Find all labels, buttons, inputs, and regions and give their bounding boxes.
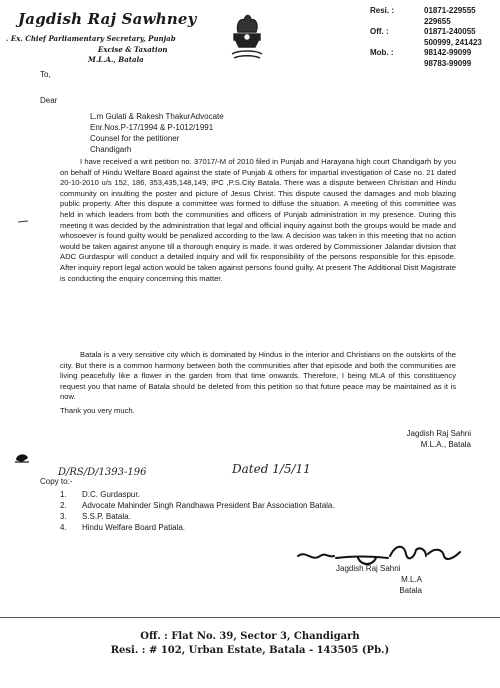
phone-row [370,6,494,17]
phone-number: 500999, 241423 [424,37,482,47]
phone-label: Off. : [370,27,389,36]
closing-place: Batala [399,586,422,595]
phone-row [370,59,494,70]
margin-dash-mark [18,219,28,225]
handwritten-reference-text: D/RS/D/1393-196 [58,467,147,478]
addressee-line: L.m Gulati & Rakesh ThakurAdvocate [90,112,224,121]
letterhead-phones [370,6,494,69]
list-text: D.C. Gurdaspur. [82,490,140,499]
phone-number: 98142-99099 [424,48,472,57]
footer-office: Off. : Flat No. 39, Sector 3, Chandigarh [140,631,360,642]
list-item [60,511,335,522]
handwritten-date [230,458,320,480]
designation-line: Excise & Taxation [98,44,168,54]
footer-residence: Resi. : # 102, Urban Estate, Batala - 143505 (Pb.) [110,645,390,656]
list-text: Hindu Welfare Board Patiala. [82,523,186,532]
phone-number: 229655 [424,16,451,26]
phone-row [370,38,494,49]
phone-label: Resi. : [370,6,395,15]
phone-label [370,59,424,70]
body-paragraph: I have received a writ petition no. 37017/-M of 2010 filed in Punjab and Harayana high court Chandigarh by you on behalf of Hindu Welfare Board against the state of Punjab & others for impartial investigation of Case no. 21 dated 20-10-2010 u/s 152, 186, 353,435,148,149, IPC ,P.S.City Batala. There was a dispute between Christian and Hindu community on insulting the poster and picture of Jesus Christ. This dispute caused the damages and mob blazing public property. After this dispute a committee was formed to diffuse the situation. A meeting of this committee was held in which leaders from both the communities and officers of Punjab administration in my presence. During this meeting it was decided by the administration that legal and official inquiry against both the groups would be made and whosoever is found guilty would be penalized according to the law. A decision was taken in this meeting that no action would be taken against anyone till a thorough enquiry is made. it was ordered by Commissioner Jalandar division that ADC Gurdaspur will conduct a detailed inquiry and will fix responsibility of the persons responsible for this episode. After inquiry report legal action would be taken against persons found guilty. At present The Additional Distt Magistrate is conducting the enquiry concerning this matter. [60,157,456,283]
signoff-title: M.L.A., Batala [420,440,471,449]
letterhead-name: Jagdish Raj Sawhney [18,10,197,28]
phone-row [370,48,494,59]
salutation: Dear [40,96,58,105]
list-text: S.S.P. Batala. [82,512,131,521]
list-number: 3. [60,512,67,521]
addressee-line: Counsel for the petitioner [90,134,180,143]
list-item [60,489,335,500]
list-item [60,500,335,511]
thanks-line: Thank you very much. [60,406,135,415]
letterhead-designation [6,34,216,66]
designation-line: M.L.A., Batala [88,55,144,64]
closing-block [336,563,446,596]
phone-label [370,17,424,28]
list-text: Advocate Mahinder Singh Randhawa President Bar Association Batala. [82,501,335,510]
list-item [60,522,335,533]
footer-address [0,630,500,658]
phone-row [370,17,494,28]
phone-label [370,38,424,49]
signoff-name: Jagdish Raj Sahni [406,429,471,438]
signoff-block [363,428,471,450]
closing-name: Jagdish Raj Sahni [336,564,401,573]
addressee-line: Chandigarh [90,145,132,154]
copy-to-list [60,489,335,533]
addressee-block [90,111,224,155]
national-emblem-icon [224,10,270,62]
addressee-line: Enr.Nos.P-17/1994 & P-1012/1991 [90,123,214,132]
footer-divider [0,617,500,618]
body-paragraph: Batala is a very sensitive city which is dominated by Hindus in the interior and Christians on the outskirts of the city. But there is a common harmony between both the communities after that episode and both the communities are living peacefully like a flower in the garden from that time onwards. Therefore, I being MLA of this constituency request you that name of Batala should be deleted from this petition so that future peace may be maintained as it is now. [60,350,456,402]
phone-number: 01871-229555 [424,6,476,15]
list-number: 1. [60,490,67,499]
phone-row [370,27,494,38]
handwritten-date-text: Dated 1/5/11 [232,462,311,476]
handwritten-reference [56,463,176,479]
phone-number: 98783-99099 [424,58,472,68]
punch-hole-mark [14,450,30,464]
to-line: To, [40,70,51,79]
phone-label: Mob. : [370,48,394,57]
copy-to-label: Copy to:- [40,477,73,486]
list-number: 4. [60,523,67,532]
phone-number: 01871-240055 [424,27,476,36]
closing-title: M.L.A [401,575,422,584]
designation-line: . Ex. Chief Parliamentary Secretary, Punjab [6,34,176,43]
list-number: 2. [60,501,67,510]
